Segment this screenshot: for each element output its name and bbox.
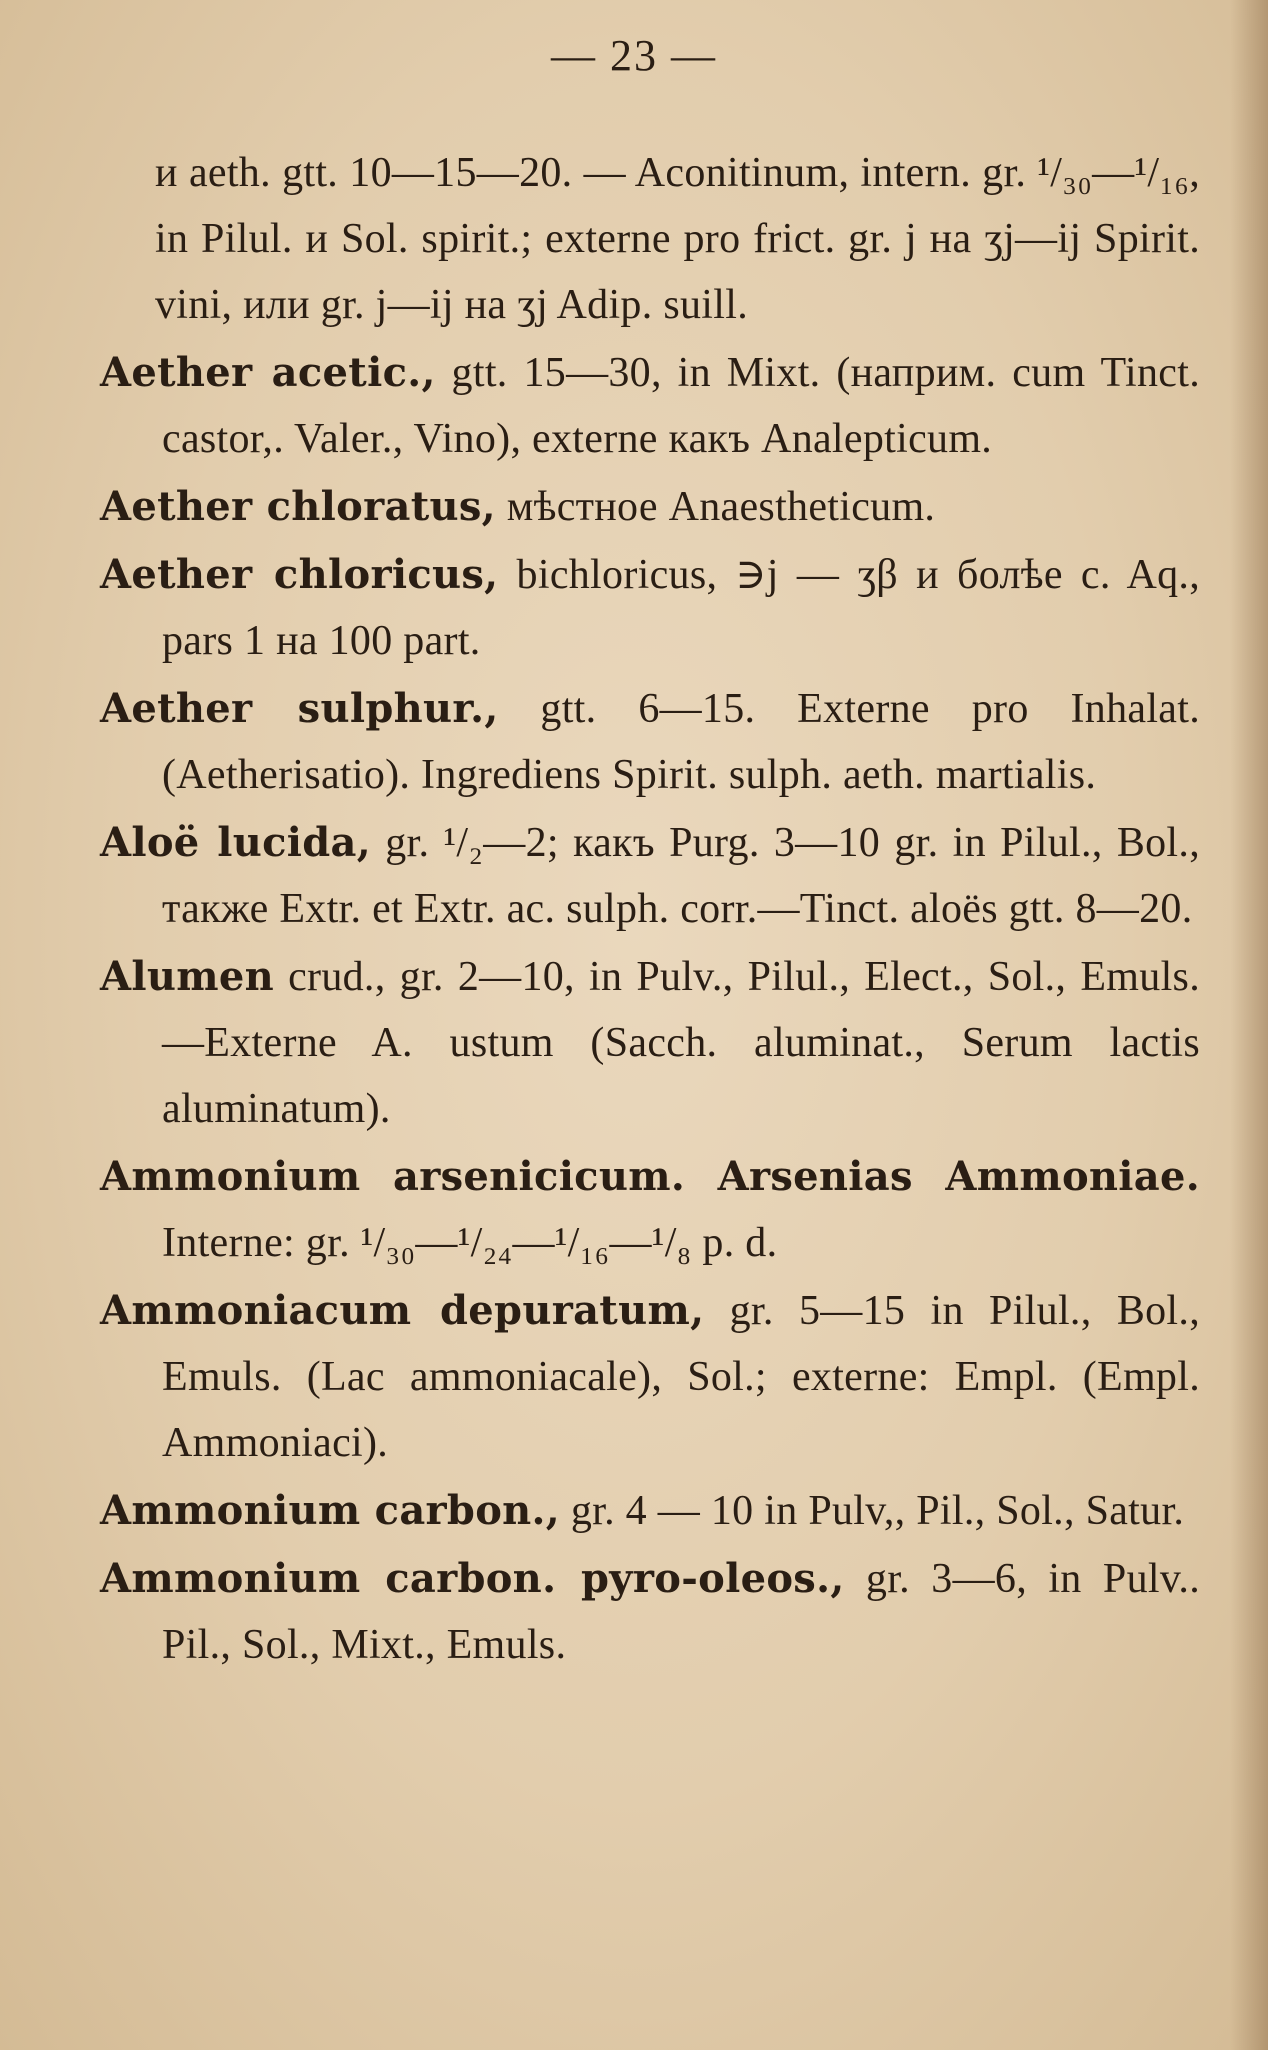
page-spine-shadow: [1230, 0, 1268, 2050]
entry-ammonium-carbon: [100, 1478, 1200, 1544]
entry-head: Ammonium carbon.,: [100, 1487, 561, 1534]
entry-body: gr. 4 — 10 in Pulv,, Pil., Sol., Satur.: [560, 1488, 1185, 1534]
entry-head: Alumen: [100, 953, 274, 1000]
entry-aether-chloricus: [100, 542, 1200, 674]
entry-head: Aether sulphur.,: [100, 685, 499, 732]
entry-body: gtt. 15—30, in Mixt. (наприм. cum Tinct. castor,. Valer., Vino), externe какъ Analepticum.: [162, 350, 1200, 462]
entry-head: Aloë lucida,: [100, 819, 371, 866]
entry-head: Aether chloratus,: [100, 483, 496, 530]
entry-body: gtt. 6—15. Externe pro Inhalat. (Aetherisatio). Ingrediens Spirit. sulph. aeth. martialis.: [162, 686, 1200, 798]
entry-head: Ammonium arsenicicum. Arsenias Ammoniae.: [100, 1153, 1200, 1200]
entry-body: gr. 5—15 in Pilul., Bol., Emuls. (Lac ammoniacale), Sol.; externe: Empl. (Empl. Ammoniaci).: [162, 1288, 1201, 1466]
entry-body: и aeth. gtt. 10—15—20. — Aconitinum, intern. gr. ¹/₃₀—¹/₁₆, in Pilul. и Sol. spirit.; externe pro frict. gr. j на ʒj—ij Spirit. vini, или gr. j—ij на ʒj Adip. suill.: [155, 150, 1200, 328]
entry-body: мѣстное Anaestheticum.: [495, 484, 936, 530]
entry-ammonium-arsenicicum: [100, 1144, 1200, 1276]
entry-aether-sulphur: [100, 676, 1200, 808]
entry-aether-chloratus: [100, 474, 1200, 540]
entry-head: Aether chloricus,: [100, 551, 499, 598]
entry-aether-acetic: [100, 340, 1200, 472]
entry-ammoniacum-depuratum: [100, 1278, 1200, 1476]
entry-head: Ammoniacum depuratum,: [100, 1287, 705, 1334]
entry-head: Aether acetic.,: [100, 349, 436, 396]
entry-body: gr. 3—6, in Pulv.. Pil., Sol., Mixt., Emuls.: [162, 1556, 1201, 1668]
entry-head: Ammonium carbon. pyro-oleos.,: [100, 1555, 845, 1602]
entry-list: [100, 140, 1200, 1678]
entry-body: bichloricus, ∋j — ʒβ и болѣе c. Aq., pars 1 на 100 part.: [162, 552, 1200, 664]
entry-continuation: [100, 140, 1200, 338]
entry-aloe-lucida: [100, 810, 1200, 942]
entry-ammonium-carbon-pyro-oleos: [100, 1546, 1200, 1678]
entry-alumen: [100, 944, 1200, 1142]
page-number: — 23 —: [551, 31, 717, 80]
entry-body: crud., gr. 2—10, in Pulv., Pilul., Elect., Sol., Emuls.—Externe A. ustum (Sacch. aluminat., Serum lactis aluminatum).: [162, 954, 1200, 1132]
entry-body: Interne: gr. ¹/₃₀—¹/₂₄—¹/₁₆—¹/₈ p. d.: [162, 1220, 778, 1266]
entry-body: gr. ¹/₂—2; какъ Purg. 3—10 gr. in Pilul., Bol., также Extr. et Extr. ac. sulph. corr.—Tinct. aloës gtt. 8—20.: [162, 820, 1200, 932]
